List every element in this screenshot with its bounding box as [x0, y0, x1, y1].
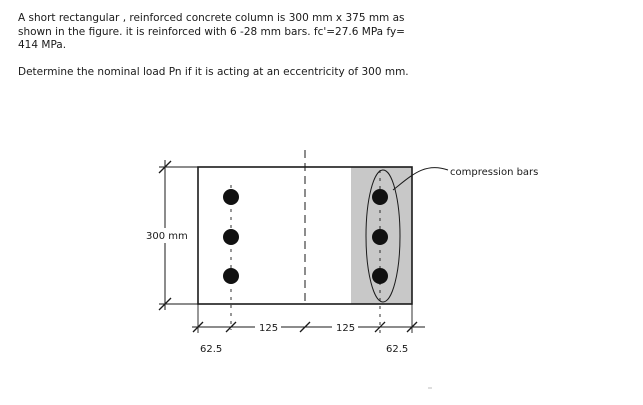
compression-rebar: [372, 189, 388, 205]
dim-right-edge-label: 62.5: [386, 344, 409, 355]
compression-rebar: [372, 268, 388, 284]
height-dimension-label: 300 mm: [146, 231, 188, 242]
rebar: [223, 268, 239, 284]
dim-left-span-label: 125: [259, 323, 279, 334]
problem-question: Determine the nominal load Pn if it is acting at an eccentricity of 300 mm.: [18, 65, 409, 78]
rebar: [223, 189, 239, 205]
dim-right-span-label: 125: [336, 323, 356, 334]
problem-statement: A short rectangular , reinforced concrete column is 300 mm x 375 mm as shown in the figure. it is reinforced with 6 -28 mm bars. fc'=27.6 MPa fy= 414 MPa.: [18, 12, 405, 52]
dim-left-edge-label: 62.5: [200, 344, 223, 355]
rebar: [223, 229, 239, 245]
compression-bars-label: compression bars: [450, 167, 539, 178]
compression-rebar: [372, 229, 388, 245]
